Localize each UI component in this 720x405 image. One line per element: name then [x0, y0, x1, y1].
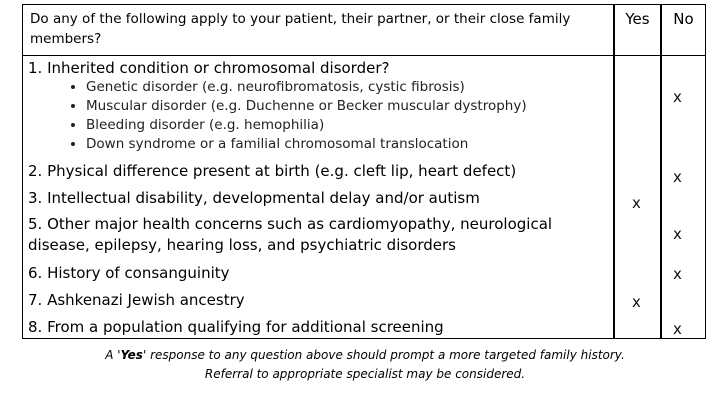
footer-rest: ' response to any question above should prompt a more targeted family history. [142, 348, 625, 362]
question-6: 6. History of consanguinity [28, 264, 230, 282]
answer-no-mark-q2: x [673, 168, 682, 186]
answer-no-mark-q6: x [673, 265, 682, 283]
footer-prefix: A ' [105, 348, 121, 362]
bullet-item: • Genetic disorder (e.g. neurofibromatosis, cystic fibrosis) [86, 78, 527, 97]
question-8: 8. From a population qualifying for additional screening [28, 318, 444, 336]
header-divider [22, 55, 706, 56]
answer-yes-mark-q3: x [632, 194, 641, 212]
question-3: 3. Intellectual disability, developmental delay and/or autism [28, 189, 480, 207]
footer-line2: Referral to appropriate specialist may be considered. [204, 367, 526, 381]
bullet-item: • Muscular disorder (e.g. Duchenne or Becker muscular dystrophy) [86, 97, 527, 116]
answer-no-mark-q1: x [673, 88, 682, 106]
question-1-bullets [58, 78, 527, 154]
question-5: 5. Other major health concerns such as cardiomyopathy, neurological disease, epilepsy, hearing loss, and psychiatric disorders [28, 215, 553, 254]
question-7: 7. Ashkenazi Jewish ancestry [28, 291, 245, 309]
question-2: 2. Physical difference present at birth (e.g. cleft lip, heart defect) [28, 162, 517, 180]
bullet-item: • Down syndrome or a familial chromosomal translocation [86, 135, 527, 154]
footer-note [70, 346, 660, 384]
answer-no-mark-q8: x [673, 320, 682, 338]
answer-no-mark-q5: x [673, 225, 682, 243]
footer-yes-word: Yes [120, 348, 143, 362]
question-1: 1. Inherited condition or chromosomal disorder? [28, 59, 390, 77]
header-question: Do any of the following apply to your patient, their partner, or their close family members? [30, 11, 571, 47]
header-no: No [673, 10, 694, 28]
footer-line1 [105, 348, 625, 362]
bullet-item: • Bleeding disorder (e.g. hemophilia) [86, 116, 527, 135]
header-yes: Yes [625, 10, 650, 28]
answer-yes-mark-q7: x [632, 293, 641, 311]
